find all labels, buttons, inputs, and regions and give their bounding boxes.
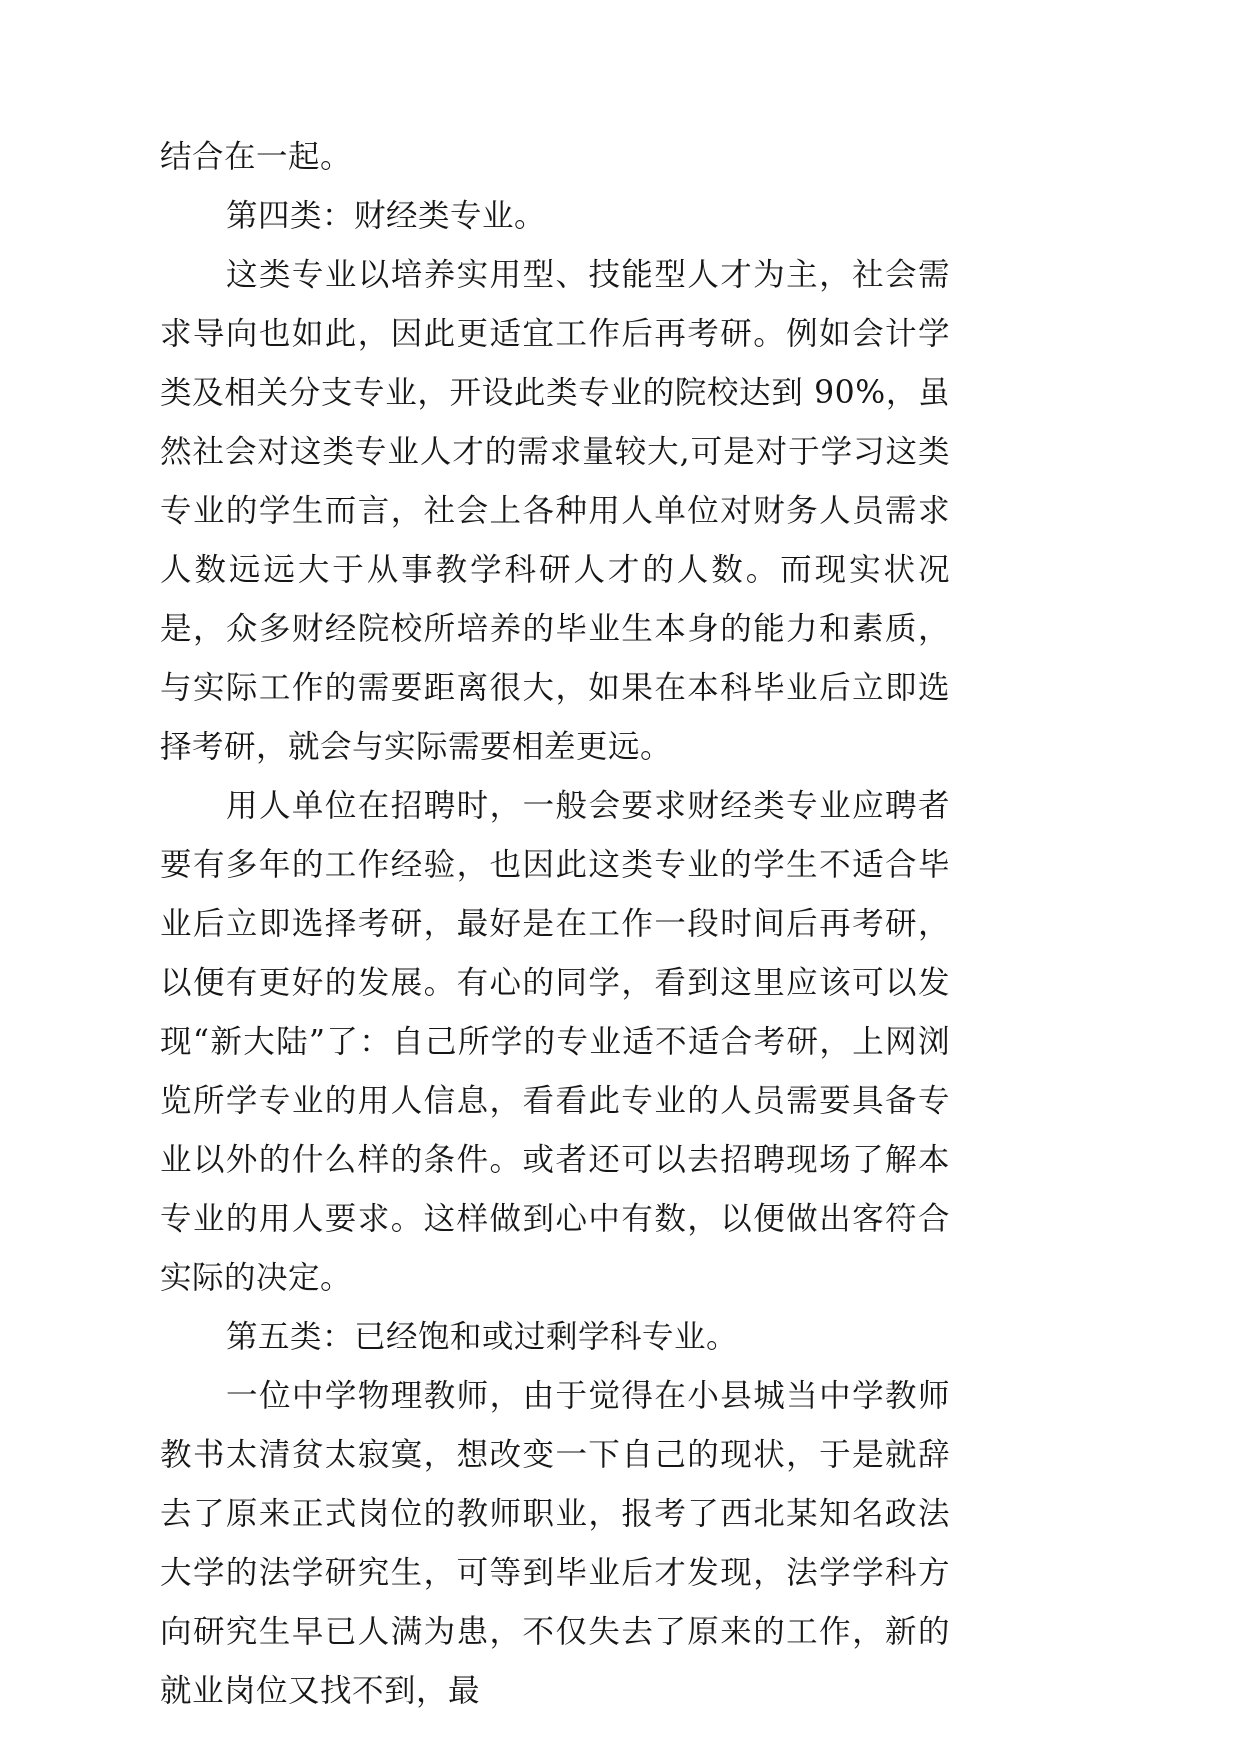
paragraph-heading-fourth-category: 第四类：财经类专业。: [226, 198, 547, 234]
paragraph-physics-teacher-story: 一位中学物理教师，由于觉得在小县城当中学教师教书太清贫太寂寞，想改变一下自己的现状，于是就辞去了原来正式岗位的教师职业，报考了西北某知名政法大学的法学研究生，可等到毕业后才发现，法学学科方向研究生早已人满为患，不仅失去了原来的工作，新的就业岗位又找不到，最: [160, 1378, 950, 1709]
paragraph-employer-recruiting: 用人单位在招聘时，一般会要求财经类专业应聘者要有多年的工作经验，也因此这类专业的学生不适合毕业后立即选择考研，最好是在工作一段时间后再考研，以便有更好的发展。有心的同学，看到这里应该可以发现“新大陆”了：自己所学的专业适不适合考研，上网浏览所学专业的用人信息，看看此专业的人员需要具备专业以外的什么样的条件。或者还可以去招聘现场了解本专业的用人要求。这样做到心中有数，以便做出客符合实际的决定。: [160, 788, 950, 1296]
paragraph-fourth-category-body: 这类专业以培养实用型、技能型人才为主，社会需求导向也如此，因此更适宜工作后再考研。例如会计学类及相关分支专业，开设此类专业的院校达到 90%，虽然社会对这类专业人才的需求量较大,可是对于学习这类专业的学生而言，社会上各种用人单位对财务人员需求人数远远大于从事教学科研人才的人数。而现实状况是，众多财经院校所培养的毕业生本身的能力和素质，与实际工作的需要距离很大，如果在本科毕业后立即选择考研，就会与实际需要相差更远。: [160, 257, 950, 765]
paragraph-heading-fifth-category: 第五类：已经饱和或过剩学科专业。: [226, 1319, 739, 1355]
document-body: [160, 128, 950, 1721]
paragraph-continuation: 结合在一起。: [160, 139, 353, 175]
